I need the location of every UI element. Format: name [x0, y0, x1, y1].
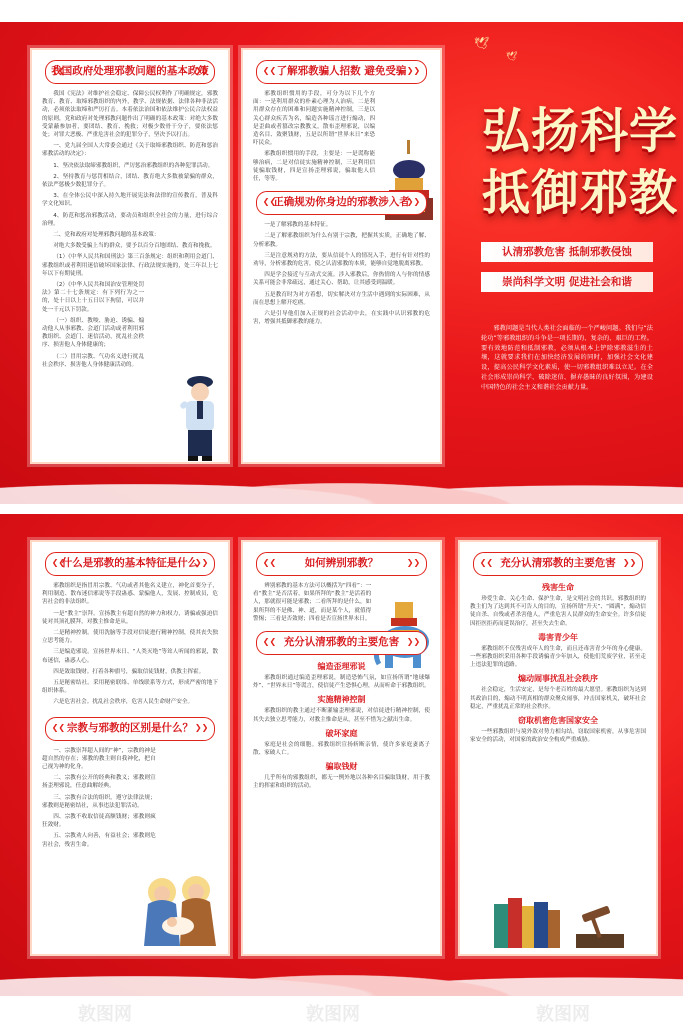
panel-body	[243, 582, 381, 623]
hazard-heading: 窃取机密危害国家安全	[518, 716, 598, 726]
paragraph: 二是了解邪教组织为什么有别于宗教，把握其实质，正确地了解、分析邪教。	[253, 233, 430, 248]
panel-body	[32, 582, 228, 707]
hero-title-line: 弘扬科学	[482, 103, 679, 159]
paragraph: 一、宗教崇拜超人间的“神”，宗教的神是超自然的存在；邪教的教主则自我神化，把自己视为神的化身。	[42, 747, 156, 771]
watermark: 敦图网	[78, 1004, 132, 1025]
paragraph: 四是学会接近与互动式交流。涉入邪教后，你热情的人与你的情感关系可能会非常疏远，通过关心、帮助，让其感受到温暖。	[253, 272, 430, 287]
paragraph: 邪教组织的教主通过不断灌输歪理邪说，对信徒进行精神控制，使其失去独立思考能力，对教主惟命是从，甚至不惜为之献出生命。	[253, 708, 430, 723]
section-title: ❮❮ 充分认清邪教的主要危害 ❯❯	[256, 631, 427, 655]
hazard-heading: 实施精神控制	[317, 695, 366, 705]
hazard-text	[243, 741, 440, 757]
books-gavel-illustration	[490, 894, 630, 950]
panel-title: ❮❮ 什么是邪教的基本特征是什么 ❯❯	[45, 552, 216, 576]
paragraph: 五是教育时为对方着想，切实解决对方生活中遇到的实际困难，从而在思想上解开疙瘩。	[253, 291, 430, 306]
paragraph: 邪教组织通过编造歪理邪说，制造恐怖气氛，如宣扬所谓“地球爆炸”、“世界末日”等谎言，使信徒产生恐惧心理，从而听命于邪教组织。	[253, 675, 430, 690]
hazard-heading: 残害生命	[542, 583, 574, 592]
paragraph: 二、党和政府对处理邪教问题的基本政策：	[53, 232, 160, 239]
panel-body	[243, 221, 440, 326]
hero-title	[482, 100, 678, 224]
paragraph: 一些邪教组织与境外敌对势力相勾结，窃取国家机密，从事危害国家安全的活动，对国家的政治安全构成严重威胁。	[470, 729, 646, 744]
paragraph: 几乎所有的邪教组织，都无一例外地以各种名目骗取钱财，用于教主的挥霍和组织的活动。	[253, 775, 430, 790]
hazard-text	[243, 707, 440, 723]
slogan-banner: 认清邪教危害 抵制邪教侵蚀	[481, 242, 653, 262]
top-sheet	[0, 22, 683, 504]
paragraph: 邪教组织惯用的手段，主要是：一是谎称能够治病，二是对信徒实施精神控制，三是利用信徒骗取钱财，四是宣扬歪理邪说，骗取他人信任，等等。	[253, 151, 376, 183]
hazard-text	[460, 728, 656, 744]
paragraph: 邪教组织不仅残害成年人的生命，而且还毒害青少年的身心健康。一些邪教组织采用各种手段诱骗青少年加入，使他们荒废学业，甚至走上违法犯罪的道路。	[470, 645, 646, 669]
hazards-panel	[458, 540, 658, 956]
policy-panel	[30, 48, 230, 464]
paragraph: 五、宗教劝人向善，有益社会；邪教则危害社会，残害生命。	[42, 833, 156, 848]
panel-title: ❮❮ 如何辨别邪教？ ❯❯	[256, 552, 427, 576]
dove-icon: 🕊	[506, 52, 518, 62]
hazard-text	[460, 595, 656, 628]
paragraph: （1）《中华人民共和国刑法》第三百条规定：组织和利用会道门、邪教组织或者利用迷信破坏国家法律、行政法规实施的，处三年以上七年以下有期徒刑。	[42, 254, 218, 277]
identify-panel	[241, 540, 442, 956]
paragraph: 2、坚持教育与惩罚相结合，团结、教育绝大多数被蒙骗的群众，依法严惩极少数犯罪分子。	[42, 173, 218, 189]
hazard-text	[460, 686, 656, 711]
pagoda-illustration	[383, 140, 435, 230]
paragraph: 二、宗教有公开的经典和教义；邪教则宣扬歪理邪说，任意曲解经典。	[42, 775, 156, 790]
hazard-heading: 破坏家庭	[325, 728, 358, 738]
section-title: ❮❮ 正确规劝你身边的邪教涉入者 ❯❯	[256, 191, 427, 215]
panel-title: ❮❮ 了解邪教骗人招数 避免受骗 ❯❯	[256, 60, 427, 84]
cloud-decoration	[0, 458, 683, 504]
paragraph: 社会稳定，生活安定，是每个老百姓的最大愿望。邪教组织为达到其政治目的，煽动不明真相的群众聚众闹事，冲击国家机关，破坏社会稳定，严重扰乱正常的社会秩序。	[470, 687, 646, 710]
paragraph: （二）冒用宗教、气功名义进行扰乱社会秩序、损害他人身体健康活动的。	[42, 353, 145, 368]
paragraph: （2）《中华人民共和国治安管理处罚法》第二十七条规定：有下列行为之一的，处十日以上十五日以下拘留，可以并处一千元以下罚款。	[42, 282, 145, 313]
scams-panel	[241, 48, 442, 464]
slogan-banner: 崇尚科学文明 促进社会和谐	[481, 272, 653, 292]
bottom-sheet	[0, 514, 683, 996]
paragraph: 六是引导他们加入正规的社会活动中去，在实践中认识邪教的危害，增强其抵御邪教的能力。	[253, 311, 430, 326]
hazard-text	[243, 774, 440, 790]
hazard-heading: 煽动闹事扰乱社会秩序	[518, 674, 598, 684]
paragraph: （一）组织、教唆、胁迫、诱骗、煽动他人从事邪教、会道门活动或者利用邪教组织、会道门、迷信活动，扰乱社会秩序、损害他人身体健康的；	[42, 317, 145, 349]
dove-icon: 🕊	[474, 36, 490, 50]
paragraph: 3、在全体公民中深入持久地开展宪法和法律的宣传教育，普及科学文化知识。	[42, 193, 218, 208]
panel-title: ❮❮ 充分认清邪教的主要危害 ❯❯	[473, 552, 644, 576]
panel-body	[32, 747, 166, 849]
paragraph: 六是危害社会。扰乱社会秩序，危害人民生命财产安全。	[53, 699, 194, 706]
paragraph: 邪教组织惯用的手段，可分为以下几个方面：一是利用群众的朴素心理为人治病，二是利用群众存在的困难和问题实施精神控制，三是以关心群众疾苦为名，编造各种谣言进行煽动，四是歪曲或者篡改宗教教义，散布歪理邪说，以编造名目、敛聚钱财，五是以所谓“世界末日”来恐吓民众。	[253, 91, 376, 147]
paragraph: 我国《宪法》对维护社会稳定、保障公民权利作了明确规定，邪教教育、教育、取缔邪教组织的内外，教学、法规依据、法律各种非法活动，必须依法取缔和严厉打击。本着依法治国和依法维护公民合法权益的原则，党和政府对处理邪教问题作出了明确的基本政策：对绝大多数受蒙蔽参加者，要团结、教育、挽救；对极少数骨干分子，要依法惩处；对罪大恶极、严重危害社会的犯罪分子，坚决予以打击。	[42, 91, 218, 139]
panel-body	[32, 90, 228, 369]
paragraph: 一是“教主”崇拜。宣扬教主有超自然的神力和权力，诱骗或强迫信徒对其顶礼膜拜，对教主惟命是从。	[42, 610, 218, 625]
paragraph: 一是了解邪教的基本特征。	[264, 222, 332, 229]
paragraph: 珍爱生命、关心生命、保护生命，是文明社会的共识。邪教组织的教主们为了达到其不可告人的目的，宣扬所谓“升天”、“圆满”，煽动信徒自杀、自残或者杀害他人，严重危害人民群众的生命安全。许多信徒因拒医拒药而延误治疗，甚至失去生命。	[470, 596, 646, 627]
paragraph: 三是编造邪说。宣扬世界末日、“人类灭绝”等耸人听闻的邪说，散布迷信，蛊惑人心。	[42, 649, 218, 664]
hazard-heading: 编造歪理邪说	[317, 662, 366, 672]
police-officer-illustration	[172, 372, 228, 462]
cloud-decoration	[0, 950, 683, 996]
paragraph: 二是精神控制。使用洗脑等手段对信徒进行精神控制，使其丧失独立思考能力。	[42, 630, 218, 645]
watermark: 敦图网	[306, 1004, 360, 1025]
paragraph: 邪教组织是指冒用宗教、气功或者其他名义建立，神化首要分子，利用制造、散布迷信邪说等手段蛊惑、蒙骗他人，发展、控制成员，危害社会的非法组织。	[42, 583, 218, 606]
panel-title: ❮❮ 我国政府处理邪教问题的基本政策 ❯❯	[45, 60, 216, 84]
hazard-heading: 毒害青少年	[538, 632, 578, 642]
paragraph: 一、党九届全国人大常委会通过《关于取缔邪教组织、防范和惩治邪教活动的决定》：	[42, 143, 218, 158]
paragraph: 对绝大多数受骗上当的群众，要予以百分百地团结、教育和挽救。	[53, 243, 216, 250]
paragraph: 家庭是社会的细胞。邪教组织宣扬斩断亲情，使许多家庭妻离子散、家破人亡。	[253, 741, 430, 757]
section-title: ❮❮ 宗教与邪教的区别是什么？ ❯❯	[45, 717, 216, 741]
paragraph: 五是秘密结社。采用秘密联络、单线联系等方式，形成严密的地下组织体系。	[42, 680, 218, 695]
watermark: 敦图网	[536, 1004, 590, 1025]
paragraph: 4、防范和惩治邪教活动，要动员和组织全社会的力量，进行综合治理。	[42, 212, 218, 227]
text-column	[42, 281, 144, 369]
paragraph: 1、坚决依法取缔邪教组织，严厉惩治邪教组织的各种犯罪活动。	[53, 162, 214, 169]
hazard-text	[460, 645, 656, 670]
paragraph: 辨别邪教的基本方法可以概括为“四看”：一看“教主”是否活着，如果所拜的“教主”是活着的人，那就很可能是邪教；二看所拜的是什么，如果所拜的不是佛、神、道，而是某个人，就值得警惕；三看是否敛财；四看是否宣扬世界末日。	[253, 583, 372, 622]
holy-family-illustration	[136, 874, 222, 950]
paragraph: 四、宗教不收取信徒高额钱财；邪教则疯狂敛财。	[42, 814, 156, 829]
panel-body	[243, 90, 385, 183]
paragraph: 四是敛取钱财。打着各种旗号，骗取信徒钱财，供教主挥霍。	[53, 668, 205, 675]
hazard-text	[243, 674, 440, 690]
paragraph: 三是注意规劝的方法，要从信徒个人的情况入手，进行有针对性的劝导，分析邪教的危害，使之认清邪教的本质，能够自觉地脱离邪教。	[253, 252, 430, 268]
features-panel	[30, 540, 230, 956]
hero-intro: 邪教问题是当代人类社会面临的一个严峻问题。我们与“法轮功”等邪教组织的斗争是一项长期的、复杂的、艰巨的工程。要有效地防范和抵制邪教，必须从根本上铲除邪教滋生的土壤，这就要求我们在加快经济发展的同时，加强社会文化建设，提高公民科学文化素质，使一切邪教组织难以立足。在全社会形成崇尚科学、破除迷信、摒弃愚昧的良好氛围，为建设中国特色的社会主义和谐社会贡献力量。	[481, 325, 653, 391]
hero-title-line: 抵御邪教	[482, 165, 679, 221]
paragraph: 三、宗教有合法的组织，遵守法律法规；邪教则是秘密结社，从事违法犯罪活动。	[42, 794, 156, 809]
hazard-heading: 骗取钱财	[325, 762, 358, 772]
